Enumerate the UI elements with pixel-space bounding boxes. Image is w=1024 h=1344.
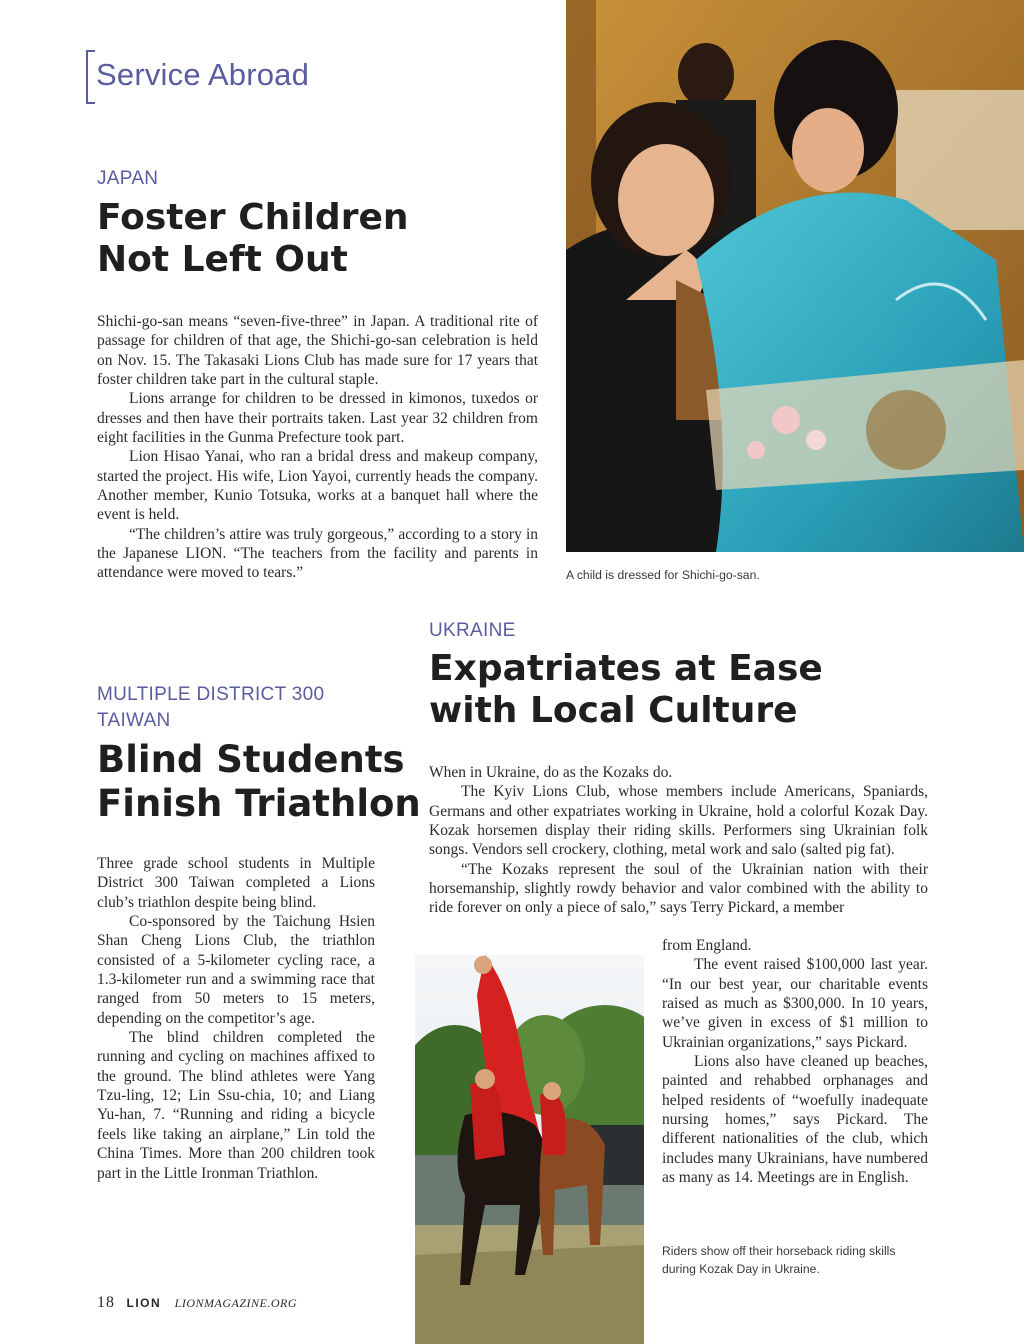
ukraine-paragraph-1: When in Ukraine, do as the Kozaks do. bbox=[429, 764, 673, 781]
magazine-site-link[interactable]: LIONMAGAZINE.ORG bbox=[174, 1296, 297, 1310]
taiwan-paragraph-2: Co-sponsored by the Taichung Hsien Shan Cheng Lions Club, the triathlon consisted of a 5-kilometer cycling race, a 1.3-kilometer run and a swimming race that ranged from 50 meters to 15 meters, depending on the competitor’s age. bbox=[97, 913, 375, 1027]
ukraine-kicker: UKRAINE bbox=[429, 620, 516, 641]
japan-headline bbox=[97, 197, 409, 282]
ukraine-paragraph-3-cont: from England. bbox=[662, 937, 752, 954]
kozak-riders-photo bbox=[415, 955, 644, 1344]
taiwan-headline-line-2: Finish Triathlon bbox=[97, 781, 421, 825]
taiwan-kicker bbox=[97, 682, 324, 734]
ukraine-article-body-side bbox=[662, 936, 928, 1187]
section-title: Service Abroad bbox=[96, 57, 310, 92]
magazine-brand: LION bbox=[126, 1296, 162, 1310]
kozak-riders-illustration bbox=[415, 955, 644, 1344]
section-bracket bbox=[86, 50, 95, 104]
taiwan-headline bbox=[97, 738, 421, 825]
ukraine-headline-line-2: with Local Culture bbox=[429, 690, 798, 732]
taiwan-paragraph-3: The blind children completed the running and cycling on machines affixed to the ground. The blind athletes were Yang Tzu-ling, 12; Lin Ssu-chia, 10; and Liang Yu-han, 7. “Running and riding a bicycle feels like taking an airplane,” Lin told the China Times. More than 200 children took part in the Little Ironman Triathlon. bbox=[97, 1029, 375, 1182]
ukraine-headline-line-1: Expatriates at Ease bbox=[429, 648, 823, 689]
taiwan-kicker-line-2: TAIWAN bbox=[97, 710, 171, 731]
japan-paragraph-1: Shichi-go-san means “seven-five-three” in Japan. A traditional rite of passage for children of that age, the Shichi-go-san celebration is held on Nov. 15. The Takasaki Lions Club has made sure for 17 years that foster children take part in the cultural staple. bbox=[97, 313, 538, 389]
japan-kicker: JAPAN bbox=[97, 168, 159, 189]
japan-headline-line-1: Foster Children bbox=[97, 197, 409, 238]
taiwan-headline-line-1: Blind Students bbox=[97, 738, 405, 781]
ukraine-article-body-top bbox=[429, 763, 928, 918]
taiwan-article-body bbox=[97, 854, 375, 1183]
japan-paragraph-4: “The children’s attire was truly gorgeous,” according to a story in the Japanese LION. “The teachers from the facility and parents in attendance were moved to tears.” bbox=[97, 525, 538, 582]
taiwan-paragraph-1: Three grade school students in Multiple District 300 Taiwan completed a Lions club’s triathlon despite being blind. bbox=[97, 855, 375, 911]
page-number: 18 bbox=[97, 1294, 115, 1311]
ukraine-caption-line-1: Riders show off their horseback riding skills bbox=[662, 1244, 896, 1258]
japan-photo-caption: A child is dressed for Shichi-go-san. bbox=[566, 568, 760, 582]
japan-article-body bbox=[97, 312, 538, 583]
shichi-go-san-photo bbox=[566, 0, 1024, 552]
japan-headline-line-2: Not Left Out bbox=[97, 239, 348, 281]
ukraine-photo-caption bbox=[662, 1242, 895, 1278]
ukraine-paragraph-3: “The Kozaks represent the soul of the Ukrainian nation with their horsemanship, slightly rowdy behavior and valor combined with the ability to ride forever on only a piece of salo,” says Terry Pickard, a member bbox=[429, 860, 928, 917]
japan-paragraph-2: Lions arrange for children to be dressed in kimonos, tuxedos or dresses and then have their portraits taken. Last year 32 children from eight facilities in the Gunma Prefecture took part. bbox=[97, 390, 538, 447]
japan-paragraph-3: Lion Hisao Yanai, who ran a bridal dress and makeup company, started the project. His wife, Lion Yayoi, currently heads the company. Another member, Kunio Totsuka, works at a banquet hall where the event is held. bbox=[97, 448, 538, 524]
ukraine-paragraph-5: Lions also have cleaned up beaches, painted and rehabbed orphanages and helped residents of “woefully inadequate nursing homes,” says Pickard. The different nationalities of the club, which includes many Ukrainians, have numbered as many as 14. Meetings are in English. bbox=[662, 1053, 928, 1187]
ukraine-paragraph-4: The event raised $100,000 last year. “In our best year, our charitable events raised as much as $300,000. In 10 years, we’ve given in excess of $1 million to Ukrainian organizations,” says Pickard. bbox=[662, 956, 928, 1051]
ukraine-caption-line-2: during Kozak Day in Ukraine. bbox=[662, 1262, 820, 1276]
ukraine-paragraph-2: The Kyiv Lions Club, whose members include Americans, Spaniards, Germans and other expatriates working in Ukraine, hold a colorful Kozak Day. Kozak horsemen display their riding skills. Performers sing Ukrainian folk songs. Vendors sell crockery, clothing, metal work and salo (salted pig fat). bbox=[429, 783, 928, 859]
shichi-go-san-illustration bbox=[566, 0, 1024, 552]
page-footer bbox=[97, 1294, 297, 1312]
ukraine-headline bbox=[429, 648, 823, 733]
taiwan-kicker-line-1: MULTIPLE DISTRICT 300 bbox=[97, 684, 325, 705]
